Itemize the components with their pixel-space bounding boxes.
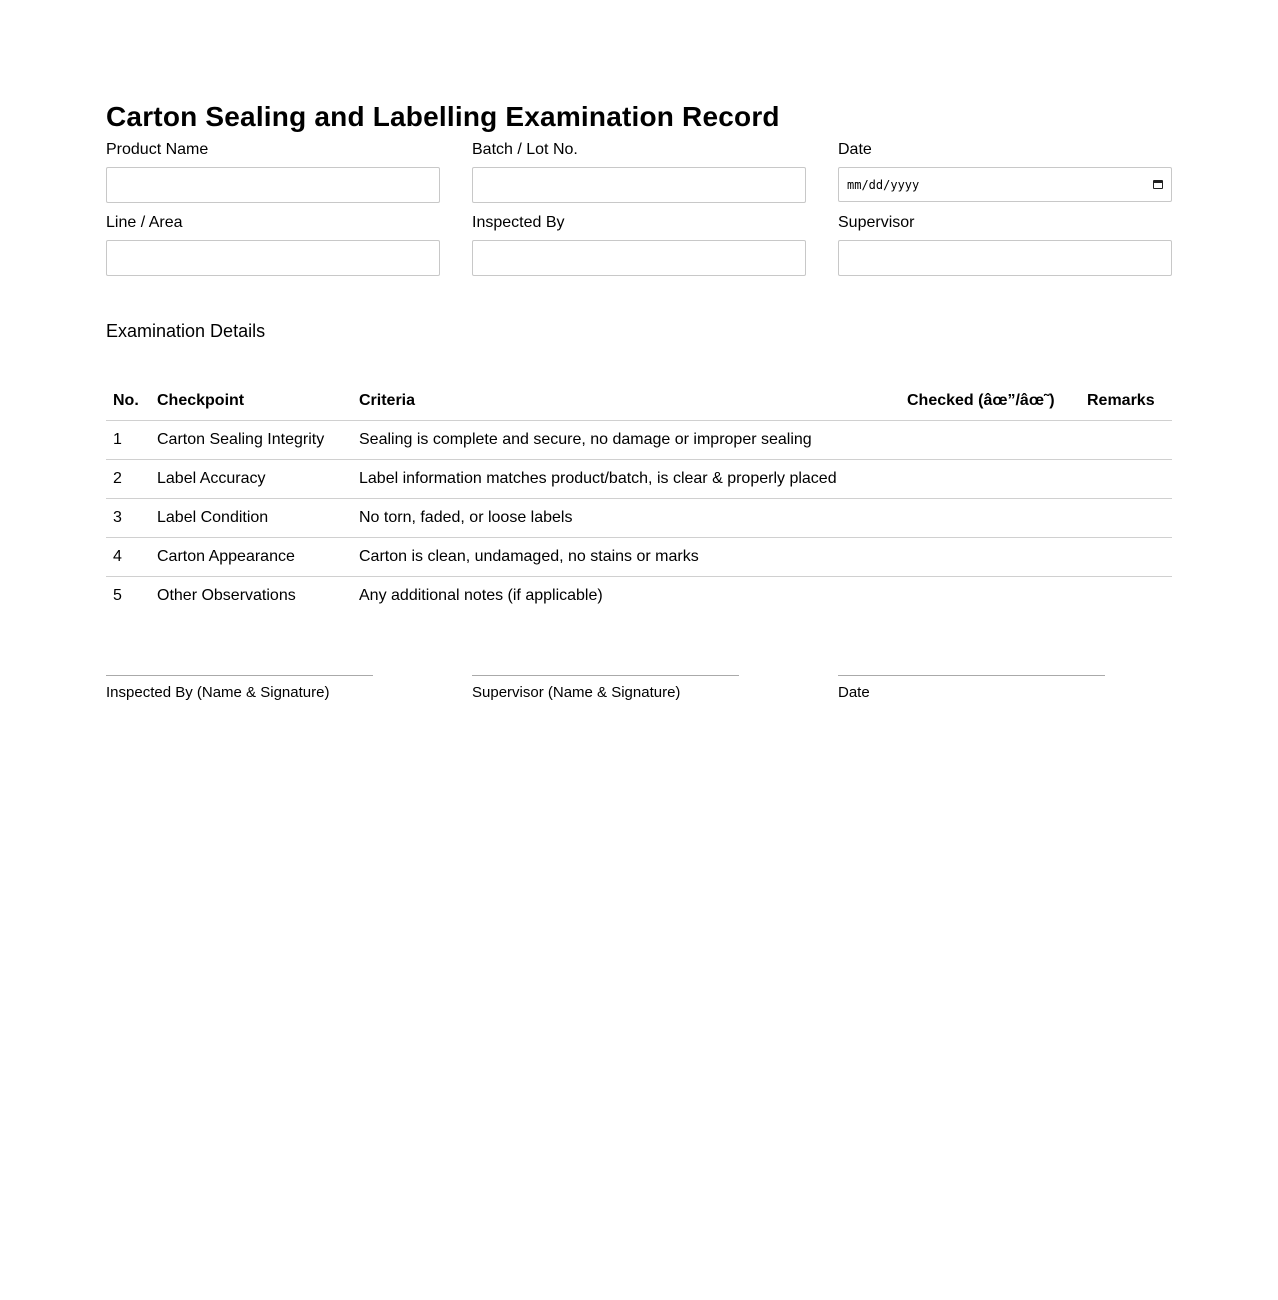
header-criteria: Criteria xyxy=(352,382,900,421)
inspected-by-input[interactable] xyxy=(472,240,806,276)
date-placeholder: mm/dd/yyyy xyxy=(847,177,920,192)
row-remarks[interactable] xyxy=(1080,538,1172,577)
row-checkpoint: Other Observations xyxy=(157,587,296,604)
row-criteria: Any additional notes (if applicable) xyxy=(359,587,603,604)
row-no: 1 xyxy=(106,421,150,460)
header-remarks: Remarks xyxy=(1080,382,1172,421)
signature-date xyxy=(838,675,1172,702)
product-name-input[interactable] xyxy=(106,167,440,203)
row-checkpoint: Label Condition xyxy=(150,499,352,538)
supervisor-label: Supervisor xyxy=(838,214,915,231)
row-checked[interactable] xyxy=(900,421,1080,460)
table-row xyxy=(106,499,1172,538)
table-row xyxy=(106,421,1172,460)
row-no: 4 xyxy=(106,538,150,577)
row-remarks[interactable] xyxy=(1080,421,1172,460)
batch-lot-label: Batch / Lot No. xyxy=(472,141,578,158)
row-no: 3 xyxy=(106,499,150,538)
row-remarks[interactable] xyxy=(1080,577,1172,616)
row-checkpoint: Label Accuracy xyxy=(150,460,352,499)
signature-label: Supervisor (Name & Signature) xyxy=(472,684,681,701)
row-checkpoint: Carton Sealing Integrity xyxy=(150,421,352,460)
header-checked: Checked (âœ”/âœ˜) xyxy=(900,382,1080,421)
table-header-row xyxy=(106,382,1172,421)
date-field xyxy=(838,134,1172,207)
signature-line xyxy=(838,675,1105,676)
section-title: Examination Details xyxy=(106,321,266,341)
supervisor-input[interactable] xyxy=(838,240,1172,276)
row-remarks[interactable] xyxy=(1080,460,1172,499)
table-row xyxy=(106,460,1172,499)
supervisor-field xyxy=(838,207,1172,280)
row-criteria: Carton is clean, undamaged, no stains or marks xyxy=(352,538,900,577)
batch-lot-field xyxy=(472,134,806,207)
calendar-icon[interactable] xyxy=(1153,180,1163,189)
row-checked[interactable] xyxy=(900,460,1080,499)
inspected-by-label: Inspected By xyxy=(472,214,565,231)
line-area-input[interactable] xyxy=(106,240,440,276)
row-criteria: Sealing is complete and secure, no damage or improper sealing xyxy=(352,421,900,460)
table-row xyxy=(106,538,1172,577)
signature-line xyxy=(106,675,373,676)
row-remarks[interactable] xyxy=(1080,499,1172,538)
row-checkpoint: Carton Appearance xyxy=(150,538,352,577)
batch-lot-input[interactable] xyxy=(472,167,806,203)
row-no: 2 xyxy=(106,460,150,499)
row-checked[interactable] xyxy=(900,577,1080,616)
table-row xyxy=(106,577,1172,616)
date-input[interactable] xyxy=(838,167,1172,202)
signature-section xyxy=(106,675,1172,702)
signature-label: Date xyxy=(838,684,870,701)
row-criteria: No torn, faded, or loose labels xyxy=(352,499,900,538)
inspected-by-field xyxy=(472,207,806,280)
header-checkpoint: Checkpoint xyxy=(150,382,352,421)
date-label: Date xyxy=(838,141,872,158)
examination-table xyxy=(106,382,1172,615)
signature-inspected-by xyxy=(106,675,440,702)
row-criteria: Label information matches product/batch, is clear & properly placed xyxy=(352,460,900,499)
signature-supervisor xyxy=(472,675,806,702)
header-no: No. xyxy=(106,382,150,421)
product-name-label: Product Name xyxy=(106,141,209,158)
row-checked[interactable] xyxy=(900,499,1080,538)
signature-label: Inspected By (Name & Signature) xyxy=(106,684,330,701)
row-no: 5 xyxy=(113,587,122,604)
line-area-field xyxy=(106,207,440,280)
row-checked[interactable] xyxy=(900,538,1080,577)
page-title: Carton Sealing and Labelling Examination Record xyxy=(106,101,780,132)
product-name-field xyxy=(106,134,440,207)
line-area-label: Line / Area xyxy=(106,214,183,231)
header-fields xyxy=(106,134,1172,280)
examination-record-form xyxy=(106,100,1172,702)
signature-line xyxy=(472,675,739,676)
